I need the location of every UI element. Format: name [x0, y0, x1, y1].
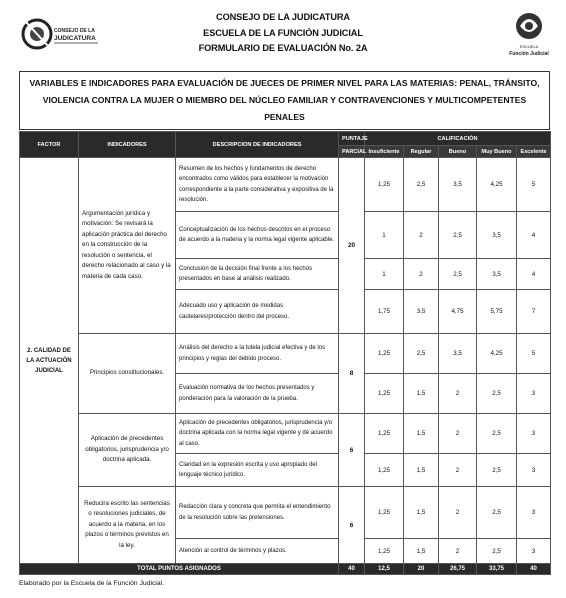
- score-cell: 1,5: [404, 454, 439, 487]
- score-cell: 2,5: [477, 487, 517, 539]
- score-cell: 4: [517, 212, 551, 259]
- level-bueno: Bueno: [439, 146, 477, 158]
- score-cell: 4,75: [439, 290, 477, 334]
- score-cell: 2: [439, 454, 477, 487]
- level-insuficiente: Insuficiente: [365, 146, 404, 158]
- description-cell: Claridad en la expresión escrita y uso apropiado del lenguaje técnico jurídico.: [176, 454, 339, 487]
- parcial-cell: 6: [339, 414, 365, 487]
- logo-left-text1: CONSEJO DE LA: [54, 28, 95, 34]
- total-score: 33,75: [477, 564, 517, 575]
- score-cell: 1,25: [365, 454, 404, 487]
- score-cell: 3: [517, 454, 551, 487]
- header-line-2: ESCUELA DE LA FUNCIÓN JUDICIAL: [203, 27, 363, 38]
- score-cell: 2: [439, 487, 477, 539]
- factor-cell: 2. CALIDAD DE LA ACTUACIÓN JUDICIAL: [20, 158, 79, 564]
- score-cell: 3,5: [404, 290, 439, 334]
- evaluation-table: [19, 131, 551, 575]
- score-cell: 4,25: [477, 158, 517, 212]
- indicator-cell: Argumentación jurídica y motivación: Se revisará la aplicación práctica del derecho en la construcción de la resolución o sentencia, el derecho relacionado al caso y la materia de cada caso.: [79, 158, 176, 334]
- description-cell: Conclusión de la decisión final frente a los hechos presentados en base al análisis realizado.: [176, 259, 339, 290]
- score-cell: 1,5: [404, 487, 439, 539]
- score-cell: 2,5: [477, 539, 517, 564]
- score-cell: 4: [517, 259, 551, 290]
- header-titles: [150, 10, 416, 57]
- judicatura-logo: [20, 12, 100, 58]
- score-cell: 1,5: [404, 539, 439, 564]
- escuela-logo: [506, 8, 552, 64]
- score-cell: 1,75: [365, 290, 404, 334]
- total-score: 40: [517, 564, 551, 575]
- table-row: [20, 334, 551, 374]
- score-cell: 3,5: [477, 212, 517, 259]
- score-cell: 1,5: [404, 374, 439, 414]
- score-cell: 3: [517, 414, 551, 454]
- score-cell: 1,25: [365, 374, 404, 414]
- description-cell: Atención al control de términos y plazos.: [176, 539, 339, 564]
- score-cell: 1: [365, 259, 404, 290]
- document-header: [0, 0, 566, 70]
- parcial-cell: 6: [339, 487, 365, 564]
- total-score: 26,75: [439, 564, 477, 575]
- description-cell: Resumen de los hechos y fundamentos de derecho encontrados como válidos para establecer la motivación correspondiente a la parte considerativa y expositiva de la resolución.: [176, 158, 339, 212]
- score-cell: 2: [439, 414, 477, 454]
- level-regular: Regular: [404, 146, 439, 158]
- score-cell: 2: [404, 212, 439, 259]
- score-cell: 1,25: [365, 539, 404, 564]
- header-descripcion: DESCRIPCION DE INDICADORES: [176, 132, 339, 158]
- score-cell: 2,5: [439, 259, 477, 290]
- indicator-cell: Reducira escrito las sentencias o resoluciones judiciales, de acuerdo a la materia, en los plazos o términos previstos en la ley.: [79, 487, 176, 564]
- header-line-3: FORMULARIO DE EVALUACIÓN No. 2A: [198, 43, 368, 53]
- score-cell: 2,5: [477, 454, 517, 487]
- header-parcial: PARCIAL: [339, 146, 365, 158]
- header-puntaje: PUNTAJE: [339, 132, 365, 146]
- footer-note: Elaborado por la Escuela de la Función Judicial.: [19, 580, 165, 587]
- description-cell: Evaluación normativa de los hechos presentados y ponderación para la valoración de la prueba.: [176, 374, 339, 414]
- level-muy-bueno: Muy Bueno: [477, 146, 517, 158]
- parcial-cell: 20: [339, 158, 365, 334]
- score-cell: 1,25: [365, 414, 404, 454]
- score-cell: 5: [517, 334, 551, 374]
- score-cell: 3,5: [477, 259, 517, 290]
- parcial-cell: 8: [339, 334, 365, 414]
- description-cell: Aplicación de precedentes obligatorios, jurisprudencia y/o doctrina aplicada con la norma legal vigente y de acuerdo al caso.: [176, 414, 339, 454]
- score-cell: 3: [517, 374, 551, 414]
- description-cell: Análisis del derecho a la tutela judicial efectiva y de los principios y reglas del debido proceso.: [176, 334, 339, 374]
- score-cell: 2,5: [477, 414, 517, 454]
- description-cell: Conceptualización de los hechos descritos en el proceso de acuerdo a la materia y la norma legal vigente aplicable.: [176, 212, 339, 259]
- score-cell: 2,5: [439, 212, 477, 259]
- score-cell: 1: [365, 212, 404, 259]
- score-cell: 1,25: [365, 334, 404, 374]
- score-cell: 5,75: [477, 290, 517, 334]
- header-factor: FACTOR: [20, 132, 79, 158]
- total-score: 12,5: [365, 564, 404, 575]
- logo-right-text1: ESCUELA: [519, 44, 539, 49]
- score-cell: 1,5: [404, 414, 439, 454]
- total-score: 20: [404, 564, 439, 575]
- score-cell: 4,25: [477, 334, 517, 374]
- table-row: [20, 414, 551, 454]
- indicator-cell: Principios constitucionales.: [79, 334, 176, 414]
- score-cell: 2: [439, 374, 477, 414]
- score-cell: 1,25: [365, 158, 404, 212]
- header-line-1: CONSEJO DE LA JUDICATURA: [216, 12, 350, 22]
- score-cell: 2,5: [404, 158, 439, 212]
- total-label: TOTAL PUNTOS ASIGNADOS: [20, 564, 339, 575]
- table-row: [20, 487, 551, 539]
- description-cell: Adecuado uso y aplicación de medidas cautelares/protección dentro del proceso.: [176, 290, 339, 334]
- score-cell: 2,5: [477, 374, 517, 414]
- level-excelente: Excelente: [517, 146, 551, 158]
- score-cell: 1,25: [365, 487, 404, 539]
- table-row: [20, 158, 551, 212]
- score-cell: 3,5: [439, 334, 477, 374]
- logo-right-text2: Función Judicial: [509, 51, 549, 57]
- score-cell: 5: [517, 158, 551, 212]
- score-cell: 7: [517, 290, 551, 334]
- total-parcial: 40: [339, 564, 365, 575]
- score-cell: 2,5: [404, 334, 439, 374]
- score-cell: 3,5: [439, 158, 477, 212]
- score-cell: 3: [517, 539, 551, 564]
- score-cell: 3: [517, 487, 551, 539]
- header-calificacion: CALIFICACIÓN: [365, 132, 551, 146]
- total-row: [20, 564, 551, 575]
- indicator-cell: Aplicación de precedentes obligatorios, jurisprudencia y/o doctrina aplicada.: [79, 414, 176, 487]
- description-cell: Redacción clara y concreta que permita el entendimiento de la resolución sobre las pretensiones.: [176, 487, 339, 539]
- form-title: VARIABLES E INDICADORES PARA EVALUACIÓN DE JUECES DE PRIMER NIVEL PARA LAS MATERIAS: PENAL, TRÁNSITO, VIOLENCIA CONTRA LA MUJER O MIEMBRO DEL NÚCLEO FAMILIAR Y CONTRAVENCIONES Y MULTICOMPETENTES PENALES: [19, 71, 550, 130]
- logo-left-text2: JUDICATURA: [54, 35, 96, 42]
- header-indicadores: INDICADORES: [79, 132, 176, 158]
- score-cell: 2: [439, 539, 477, 564]
- score-cell: 2: [404, 259, 439, 290]
